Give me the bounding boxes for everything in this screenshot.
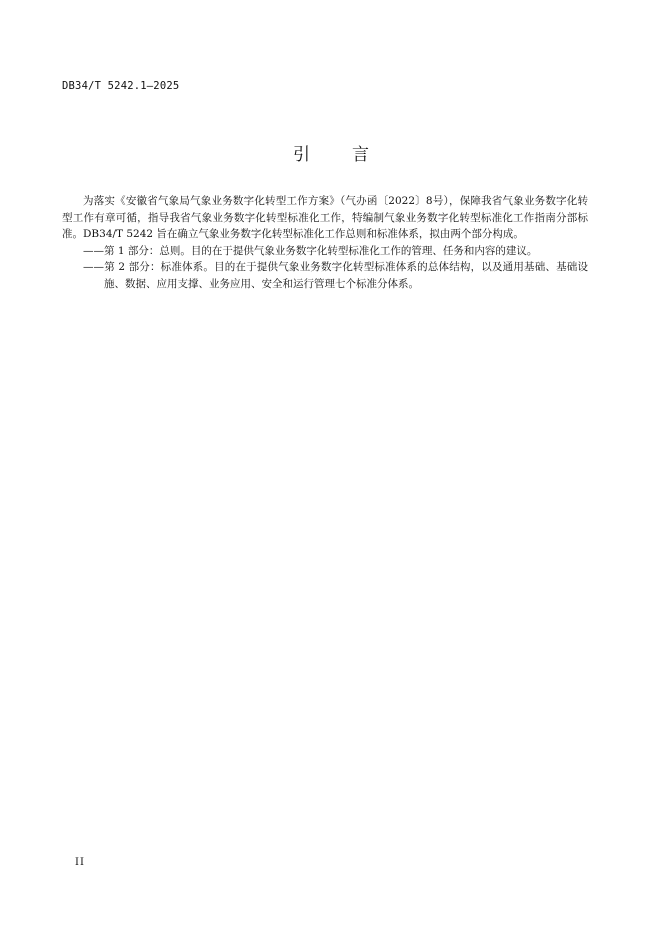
introduction-body <box>62 193 588 292</box>
section-title: 引言 <box>293 145 411 165</box>
standard-code-header: DB34/T 5242.1—2025 <box>62 80 180 92</box>
page-number: II <box>75 857 85 868</box>
introduction-paragraph: 为落实《安徽省气象局气象业务数字化转型工作方案》（气办函〔2022〕8号），保障我省气象业务数字化转型工作有章可循，指导我省气象业务数字化转型标准化工作，特编制气象业务数字化转型标准化工作指南分部标准。DB34/T 5242 旨在确立气象业务数字化转型标准化工作总则和标准体系，拟由两个部分构成。 <box>62 195 588 240</box>
list-item-part-1: ——第 1 部分：总则。目的在于提供气象业务数字化转型标准化工作的管理、任务和内容的建议。 <box>83 244 538 257</box>
list-item-part-2: ——第 2 部分：标准体系。目的在于提供气象业务数字化转型标准体系的总体结构，以及通用基础、基础设施、数据、应用支撑、业务应用、安全和运行管理七个标准分体系。 <box>83 261 588 290</box>
